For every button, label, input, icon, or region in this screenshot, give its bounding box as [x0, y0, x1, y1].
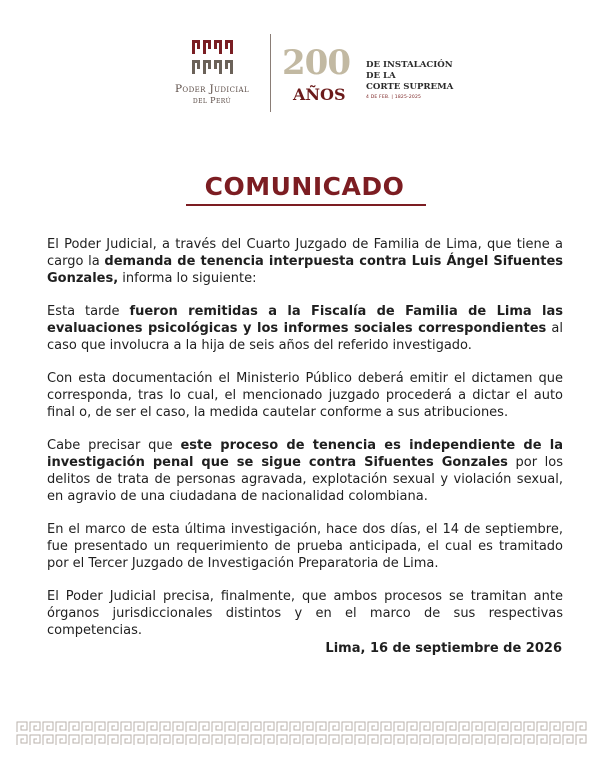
- statement-paragraph: [47, 236, 563, 287]
- bold-text: este proceso de tenencia es independiente de la investigación penal que se sigue contra Sifuentes Gonzales: [47, 438, 563, 470]
- statement-paragraph: [47, 370, 563, 421]
- header-divider: [270, 34, 271, 112]
- bold-text: demanda de tenencia interpuesta contra Luis Ángel Sifuentes Gonzales,: [47, 254, 563, 286]
- paragraph-text: informa lo siguiente:: [118, 271, 257, 286]
- anniversary-word: AÑOS: [293, 85, 346, 104]
- anniversary-number: 200: [282, 43, 350, 83]
- institution-subname: del Perú: [192, 96, 232, 105]
- anniversary-line: DE INSTALACIÓN: [366, 60, 453, 70]
- paragraph-text: al caso que involucra a la hija de seis años del referido investigado.: [47, 321, 563, 353]
- document-header: [0, 30, 609, 120]
- poder-judicial-logo: [162, 38, 262, 105]
- anniversary-caption: [366, 60, 456, 100]
- page-title: COMUNICADO: [204, 172, 405, 201]
- statement-paragraph: [47, 437, 563, 505]
- statement-paragraph: [47, 303, 563, 354]
- paragraph-text: El Poder Judicial precisa, finalmente, que ambos procesos se tramitan ante órganos jurisdiccionales distintos y en el marco de sus respectivas competencias.: [47, 589, 563, 638]
- anniversary-badge: [282, 44, 362, 110]
- greek-key-border-icon: [16, 720, 593, 746]
- bold-text: fueron remitidas a la Fiscalía de Familia de Lima las evaluaciones psicológicas y los informes sociales correspondientes: [47, 304, 563, 336]
- paragraph-text: En el marco de esta última investigación, hace dos días, el 14 de septiembre, fue presentado un requerimiento de prueba anticipada, el cual es tramitado por el Tercer Juzgado de Investigación Preparatoria de Lima.: [47, 522, 563, 571]
- paragraph-text: Cabe precisar que: [47, 438, 181, 453]
- anniversary-dates: 4 DE FEB. | 1825-2025: [366, 95, 422, 100]
- poder-judicial-logo-icon: [190, 38, 234, 78]
- title-underline: [186, 204, 426, 206]
- statement-paragraph: [47, 588, 563, 639]
- anniversary-line: DE LA: [366, 71, 396, 81]
- statement-paragraph: [47, 521, 563, 572]
- paragraph-text: Con esta documentación el Ministerio Público deberá emitir el dictamen que corresponda, tras lo cual, el mencionado juzgado procederá a dictar el auto final o, de ser el caso, la medida cautelar conforme a sus atribuciones.: [47, 371, 563, 420]
- signoff-date: Lima, 16 de septiembre de 2026: [325, 641, 562, 656]
- institution-name: Poder Judicial: [174, 83, 250, 95]
- paragraph-text: El Poder Judicial, a través del Cuarto Juzgado de Familia de Lima, que tiene a cargo la: [47, 237, 563, 269]
- anniversary-line: CORTE SUPREMA: [366, 82, 454, 92]
- statement-body: [47, 236, 563, 655]
- paragraph-text: por los delitos de trata de personas agravada, explotación sexual y violación sexual, en agravio de una ciudadana de nacionalidad colombiana.: [47, 455, 563, 504]
- paragraph-text: Esta tarde: [47, 304, 130, 319]
